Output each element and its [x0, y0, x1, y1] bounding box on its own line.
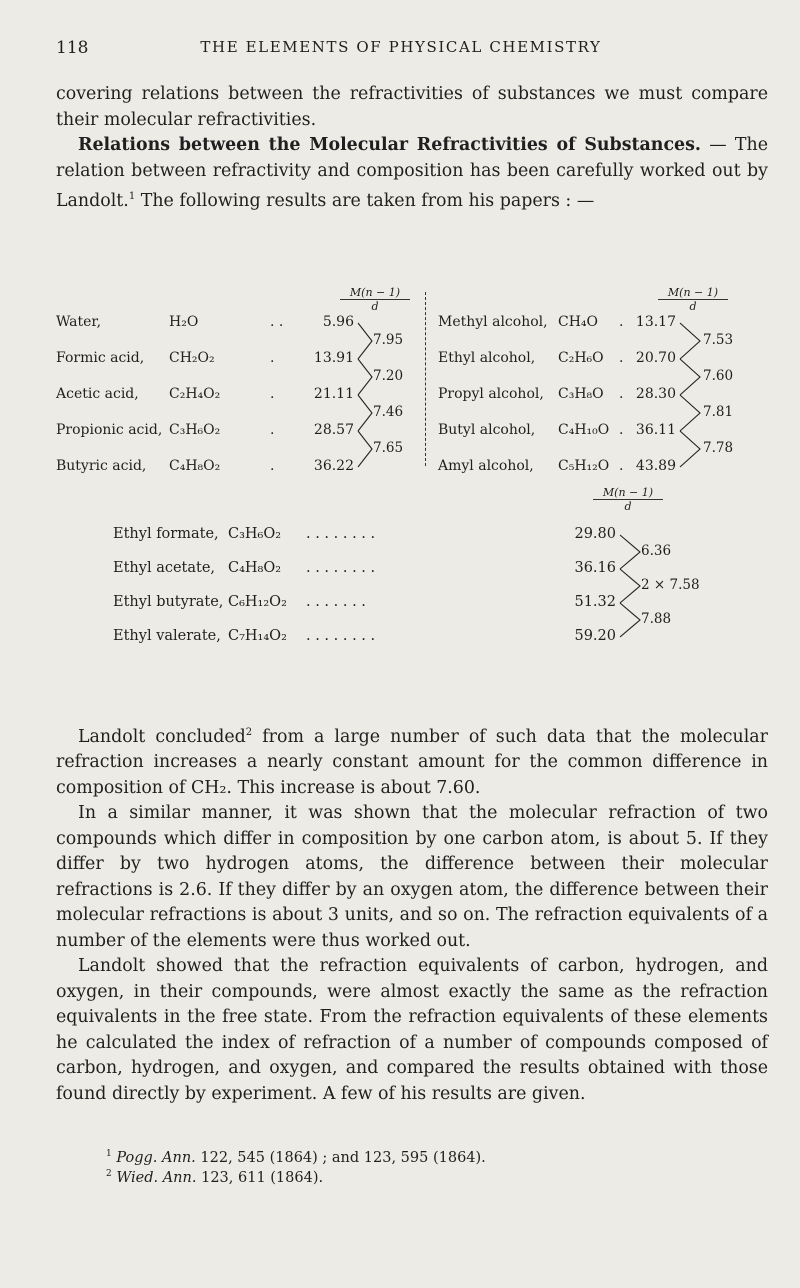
alcohol-difference: 7.53 — [703, 332, 734, 348]
ester-name: Ethyl formate, — [113, 526, 219, 542]
leader-dots: . . . . . . . . — [306, 526, 376, 542]
alcohol-difference: 7.60 — [703, 368, 734, 384]
acid-name: Water, — [56, 314, 102, 330]
footnote-1: $^1$ Pogg. Ann. 122, 545 (1864) ; and 123, 595 (1864). — [106, 1149, 486, 1166]
leader-dots: . — [270, 386, 275, 402]
alcohol-bracket — [680, 395, 700, 431]
alcohol-formula: C₃H₈O — [558, 386, 604, 402]
ester-value: 36.16 — [574, 560, 616, 576]
acid-bracket — [358, 323, 372, 359]
alcohol-value: 36.11 — [635, 422, 676, 438]
alcohol-bracket — [680, 431, 700, 467]
ester-value: 51.32 — [574, 594, 616, 610]
acid-formula: C₄H₈O₂ — [169, 458, 221, 474]
leader-dots: . — [270, 422, 275, 438]
difference-brackets — [56, 290, 768, 480]
leader-dots: . — [270, 350, 275, 366]
acid-formula: H₂O — [169, 314, 199, 330]
acid-value: 36.22 — [313, 458, 354, 474]
leader-dots: . — [270, 458, 275, 474]
ester-formula: C₃H₆O₂ — [228, 526, 282, 542]
acid-name: Propionic acid, — [56, 422, 163, 438]
acid-name: Butyric acid, — [56, 458, 147, 474]
footnote-2: $^2$ Wied. Ann. 123, 611 (1864). — [106, 1169, 324, 1186]
leader-dots: . . . . . . . . — [306, 628, 376, 644]
alcohol-difference: 7.78 — [703, 440, 734, 456]
running-title: THE ELEMENTS OF PHYSICAL CHEMISTRY — [200, 38, 602, 56]
footnote-ref-2[interactable]: 2 — [245, 727, 253, 738]
alcohol-value: 13.17 — [635, 314, 676, 330]
ester-name: Ethyl acetate, — [113, 560, 216, 576]
acids-alcohols-table — [56, 286, 768, 480]
acid-difference: 7.20 — [373, 368, 404, 384]
alcohol-formula: C₄H₁₀O — [558, 422, 610, 438]
right-column-header: $\frac{M(n - 1)}{d}$ — [658, 286, 728, 313]
p1-rest: from a large number of such data that the molecular refraction increases a nearly constant amount for the common difference in composition of CH₂. This increase is about 7.60. — [56, 726, 768, 798]
ester-bracket — [620, 569, 640, 603]
alcohol-difference: 7.81 — [703, 404, 734, 420]
acid-bracket — [358, 359, 372, 395]
alcohol-name: Ethyl alcohol, — [438, 350, 536, 366]
ester-name: Ethyl butyrate, — [113, 594, 224, 610]
ester-name: Ethyl valerate, — [113, 628, 221, 644]
acid-value: 5.96 — [322, 314, 354, 330]
p3: Landolt showed that the refraction equivalents of carbon, hydrogen, and oxygen, in their compounds, were almost exactly the same as the refraction equivalents in the free state. From the refraction equivalents of these elements he calculated the index of refraction of a number of compounds composed of carbon, hydrogen, and oxygen, and compared the results obtained with those found directly by experiment. A few of his results are given. — [56, 956, 768, 1104]
esters-column-header: $\frac{M(n - 1)}{d}$ — [593, 486, 663, 513]
leader-dots: . — [619, 422, 624, 438]
acid-name: Acetic acid, — [56, 386, 139, 402]
alcohol-name: Methyl alcohol, — [438, 314, 548, 330]
acid-formula: CH₂O₂ — [169, 350, 215, 366]
leader-dots: . . . . . . . — [306, 594, 366, 610]
alcohol-formula: C₅H₁₂O — [558, 458, 610, 474]
intro-text: — The relation between refractivity and composition has been carefully worked out by Landolt. — [56, 135, 768, 211]
footnote-ref-1[interactable]: 1 — [128, 191, 136, 202]
alcohol-name: Propyl alcohol, — [438, 386, 544, 402]
ester-difference: 6.36 — [641, 543, 672, 559]
esters-table — [56, 486, 768, 716]
acid-value: 21.11 — [313, 386, 354, 402]
section-heading: Relations between the Molecular Refractivities of Substances. — [78, 135, 701, 155]
acid-bracket — [358, 431, 372, 467]
alcohol-bracket — [680, 359, 700, 395]
page-number: 118 — [56, 38, 89, 58]
acid-difference: 7.65 — [373, 440, 404, 456]
alcohol-name: Butyl alcohol, — [438, 422, 536, 438]
ester-bracket — [620, 535, 640, 569]
page-header — [56, 38, 746, 62]
leader-dots: . — [619, 386, 624, 402]
alcohol-formula: CH₄O — [558, 314, 599, 330]
ester-formula: C₇H₁₄O₂ — [228, 628, 287, 644]
p2: In a similar manner, it was shown that the molecular refraction of two compounds which differ in composition by one carbon atom, is about 5. If they differ by two hydrogen atoms, the difference between their molecular refractions is 2.6. If they differ by an oxygen atom, the difference between their molecular refractions is about 3 units, and so on. The refraction equivalents of a number of the elements were thus worked out. — [56, 803, 768, 951]
acid-bracket — [358, 395, 372, 431]
alcohol-name: Amyl alcohol, — [438, 458, 534, 474]
ester-formula: C₆H₁₂O₂ — [228, 594, 287, 610]
acid-difference: 7.95 — [373, 332, 404, 348]
ester-value: 59.20 — [574, 628, 616, 644]
acid-value: 28.57 — [313, 422, 354, 438]
ester-formula: C₄H₈O₂ — [228, 560, 282, 576]
ester-difference: 2 × 7.58 — [641, 577, 700, 593]
p1-start: Landolt concluded — [78, 726, 246, 747]
alcohol-bracket — [680, 323, 700, 359]
acid-name: Formic acid, — [56, 350, 145, 366]
acid-value: 13.91 — [313, 350, 354, 366]
alcohol-value: 43.89 — [635, 458, 676, 474]
alcohol-value: 28.30 — [635, 386, 676, 402]
alcohol-formula: C₂H₆O — [558, 350, 604, 366]
acid-formula: C₂H₄O₂ — [169, 386, 221, 402]
acid-formula: C₃H₆O₂ — [169, 422, 221, 438]
left-column-header: $\frac{M(n - 1)}{d}$ — [340, 286, 410, 313]
body-text — [56, 720, 768, 1107]
alcohol-value: 20.70 — [635, 350, 676, 366]
leader-dots: . — [619, 314, 624, 330]
acid-difference: 7.46 — [373, 404, 404, 420]
intro-text-2: The following results are taken from his papers : — — [135, 190, 595, 211]
intro-line: covering relations between the refractivities of substances we must compare their molecular refractivities. — [56, 84, 768, 130]
leader-dots: . . . . . . . . — [306, 560, 376, 576]
ester-difference: 7.88 — [641, 611, 672, 627]
ester-difference-brackets — [56, 486, 768, 716]
leader-dots: . . — [270, 314, 284, 330]
leader-dots: . — [619, 350, 624, 366]
leader-dots: . — [619, 458, 624, 474]
ester-value: 29.80 — [574, 526, 616, 542]
ester-bracket — [620, 603, 640, 637]
intro-paragraph — [56, 82, 768, 214]
